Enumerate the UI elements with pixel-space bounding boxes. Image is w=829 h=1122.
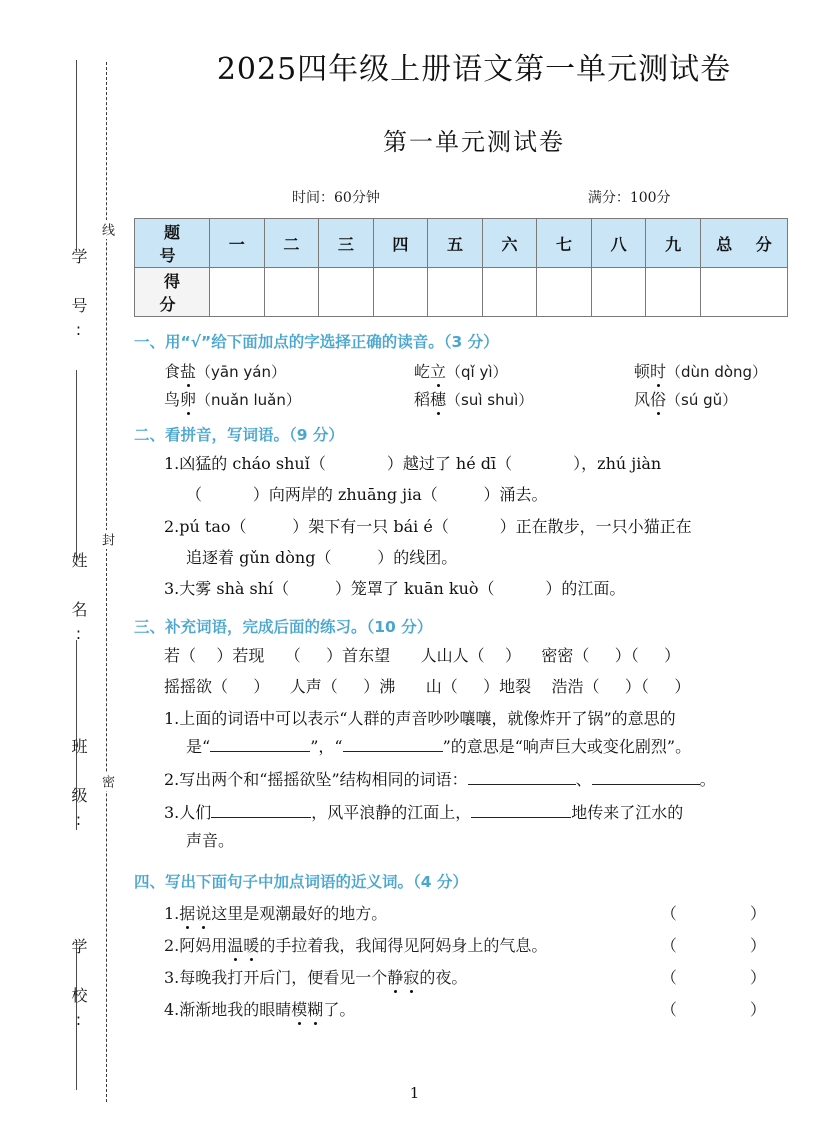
section-3-sub3-line1 bbox=[134, 800, 814, 826]
section-heading-1: 一、用“√”给下面加点的字选择正确的读音。（3 分） bbox=[134, 333, 499, 351]
margin-label-name: 姓 名: bbox=[69, 552, 88, 650]
item-number: 1. bbox=[164, 903, 180, 923]
sentence-rest: 这里是观潮最好的地方。 bbox=[211, 903, 388, 923]
pinyin-word-prefix: 风 bbox=[634, 390, 651, 409]
sentence-rest: 的夜。 bbox=[419, 967, 468, 987]
table-row-header bbox=[135, 219, 788, 268]
dotted-word-char: 模 bbox=[291, 997, 307, 1020]
score-col-4: 四 bbox=[373, 219, 428, 268]
dotted-word-char: 温 bbox=[227, 933, 243, 956]
dotted-char: 时 bbox=[650, 359, 666, 382]
answer-paren[interactable]: （ ） bbox=[660, 903, 800, 923]
sub2-text-a: 2.写出两个和“摇摇欲坠”结构相同的词语： bbox=[164, 770, 468, 789]
score-table bbox=[134, 218, 788, 317]
answer-paren[interactable]: （ ） bbox=[660, 935, 800, 955]
section-3-sub1-line2 bbox=[134, 734, 814, 760]
sentence-text bbox=[164, 901, 387, 924]
score-cell-5[interactable] bbox=[428, 268, 483, 317]
section-4-item-1 bbox=[134, 901, 814, 924]
score-cell-2[interactable] bbox=[264, 268, 319, 317]
pinyin-word-prefix: 稻 bbox=[414, 390, 431, 409]
score-table-row-label: 题 号 bbox=[135, 219, 210, 268]
margin-label-class: 班 级: bbox=[69, 738, 88, 836]
sub2-text-b: 、 bbox=[575, 770, 592, 789]
page-number: 1 bbox=[409, 1084, 420, 1102]
sentence-prefix: 4.渐渐地我的眼睛 bbox=[164, 999, 292, 1019]
sentence-rest: 了。 bbox=[323, 999, 356, 1019]
answer-blank[interactable] bbox=[468, 784, 576, 785]
section-2-q2-line2[interactable]: 追逐着 gǔn dòng（ ）的线团。 bbox=[186, 547, 458, 567]
pinyin-options[interactable]: （suì shuì） bbox=[446, 391, 534, 409]
section-4-item-2 bbox=[134, 933, 814, 956]
answer-blank[interactable] bbox=[471, 817, 571, 818]
dotted-word-char: 糊 bbox=[307, 997, 323, 1020]
answer-blank[interactable] bbox=[343, 751, 443, 752]
section-heading-4: 四、写出下面句子中加点词语的近义词。（4 分） bbox=[134, 872, 468, 891]
sub2-text-c: 。 bbox=[699, 770, 716, 789]
section-3-words-row1[interactable]: 若（ ）若现 （ ）首东望 人山人（ ） 密密（ ）（ ） bbox=[164, 645, 681, 665]
pinyin-options[interactable]: （yān yán） bbox=[196, 363, 286, 381]
margin-label-school: 学 校: bbox=[69, 938, 88, 1036]
score-col-1: 一 bbox=[210, 219, 265, 268]
dotted-char: 俗 bbox=[650, 387, 666, 410]
sentence-prefix: 3.每晚我打开后门，便看见一个 bbox=[164, 967, 388, 987]
pinyin-word-prefix: 屹 bbox=[414, 362, 431, 381]
section-4-item-4 bbox=[134, 997, 814, 1020]
score-col-8: 八 bbox=[591, 219, 646, 268]
seal-margin bbox=[0, 0, 130, 1122]
score-col-2: 二 bbox=[264, 219, 319, 268]
pinyin-item bbox=[634, 387, 829, 410]
sentence-prefix: 2.阿妈用 bbox=[164, 935, 228, 955]
score-col-3: 三 bbox=[319, 219, 374, 268]
score-cell-1[interactable] bbox=[210, 268, 265, 317]
score-col-5: 五 bbox=[428, 219, 483, 268]
seal-mark-mi: 密 bbox=[98, 772, 116, 791]
dotted-word-char: 暖 bbox=[243, 933, 259, 956]
sub1-text-a: 是“ bbox=[186, 737, 211, 757]
score-cell-8[interactable] bbox=[591, 268, 646, 317]
pinyin-options[interactable]: （sú gǔ） bbox=[666, 391, 738, 409]
sentence-rest: 的手拉着我，我闻得见阿妈身上的气息。 bbox=[259, 935, 548, 955]
dotted-word-char: 静 bbox=[387, 965, 403, 988]
seal-dashed-line bbox=[106, 62, 107, 1102]
margin-label-student-id: 学 号: bbox=[69, 248, 88, 346]
section-2-q3-line1[interactable]: 3.大雾 shà shí（ ）笼罩了 kuān kuò（ ）的江面。 bbox=[164, 579, 626, 599]
sub3-text-c: 地传来了江水的 bbox=[571, 802, 684, 822]
section-2-q1-line1[interactable]: 1.凶猛的 cháo shuǐ（ ）越过了 hé dī（ ），zhú jiàn bbox=[164, 454, 662, 473]
table-row-scores bbox=[135, 268, 788, 317]
dotted-char: 卵 bbox=[180, 387, 196, 410]
section-2-q1-line2[interactable]: （ ）向两岸的 zhuāng jia（ ）涌去。 bbox=[186, 485, 548, 505]
dotted-word-char: 据 bbox=[179, 901, 195, 924]
pinyin-item bbox=[164, 359, 414, 382]
score-col-6: 六 bbox=[482, 219, 537, 268]
answer-paren[interactable]: （ ） bbox=[660, 967, 800, 987]
section-4-item-3 bbox=[134, 965, 814, 988]
section-3-words-row2[interactable]: 摇摇欲（ ） 人声（ ）沸 山（ ）地裂 浩浩（ ）（ ） bbox=[164, 676, 691, 696]
section-heading-2: 二、看拼音，写词语。（9 分） bbox=[134, 426, 344, 444]
pinyin-item bbox=[164, 387, 414, 410]
section-3-sub2 bbox=[134, 767, 814, 793]
score-cell-6[interactable] bbox=[482, 268, 537, 317]
score-cell-9[interactable] bbox=[646, 268, 701, 317]
score-cell-7[interactable] bbox=[537, 268, 592, 317]
seal-mark-xian: 线 bbox=[98, 220, 116, 239]
pinyin-item bbox=[414, 359, 634, 382]
answer-blank[interactable] bbox=[210, 751, 310, 752]
dotted-char: 盐 bbox=[180, 359, 196, 382]
exam-time: 时间：60分钟 bbox=[292, 190, 380, 206]
pinyin-options[interactable]: （dùn dòng） bbox=[666, 363, 768, 381]
sub3-text-b: ，风平浪静的江面上， bbox=[311, 802, 472, 822]
pinyin-word-prefix: 食 bbox=[164, 362, 181, 381]
dotted-word-char: 说 bbox=[195, 901, 211, 924]
seal-mark-feng: 封 bbox=[98, 530, 116, 549]
pinyin-options[interactable]: （qǐ yì） bbox=[446, 363, 508, 381]
score-cell-4[interactable] bbox=[373, 268, 428, 317]
section-1-items bbox=[134, 359, 814, 410]
margin-rule-2 bbox=[76, 370, 77, 560]
score-col-total: 总 分 bbox=[701, 219, 788, 268]
section-3-sub3-line2: 声音。 bbox=[186, 830, 235, 850]
section-2-q2-line1[interactable]: 2.pú tao（ ）架下有一只 bái é（ ）正在散步，一只小猫正在 bbox=[164, 516, 692, 536]
pinyin-options[interactable]: （nuǎn luǎn） bbox=[196, 391, 301, 409]
margin-rule-1 bbox=[76, 60, 77, 250]
dotted-word-char: 寂 bbox=[403, 965, 419, 988]
sentence-text bbox=[164, 933, 547, 956]
exam-meta bbox=[134, 187, 814, 207]
paper-content bbox=[134, 0, 814, 1122]
sub3-text-a: 3.人们 bbox=[164, 802, 212, 822]
score-col-7: 七 bbox=[537, 219, 592, 268]
score-cell-total[interactable] bbox=[701, 268, 788, 317]
answer-blank[interactable] bbox=[211, 817, 311, 818]
dotted-char: 穗 bbox=[430, 387, 446, 410]
section-heading-3: 三、补充词语，完成后面的练习。（10 分） bbox=[134, 617, 433, 636]
score-cell-3[interactable] bbox=[319, 268, 374, 317]
pinyin-item bbox=[414, 387, 634, 410]
score-table-points-label: 得 分 bbox=[135, 268, 210, 317]
pinyin-word-prefix: 顿 bbox=[634, 362, 651, 381]
page-title: 2025四年级上册语文第一单元测试卷 bbox=[216, 52, 732, 87]
paper-subtitle: 第一单元测试卷 bbox=[383, 128, 565, 156]
score-col-9: 九 bbox=[646, 219, 701, 268]
dotted-char: 立 bbox=[430, 359, 446, 382]
answer-paren[interactable]: （ ） bbox=[660, 999, 800, 1019]
sentence-text bbox=[164, 997, 355, 1020]
exam-full-score: 满分：100分 bbox=[587, 190, 671, 206]
sub1-text-c: ”的意思是“响声巨大或变化剧烈”。 bbox=[442, 737, 692, 757]
sentence-text bbox=[164, 965, 467, 988]
sub1-text-b: ”，“ bbox=[310, 737, 343, 757]
pinyin-item bbox=[634, 359, 829, 382]
pinyin-word-prefix: 鸟 bbox=[164, 390, 181, 409]
section-3-sub1-line1: 1.上面的词语中可以表示“人群的声音吵吵嚷嚷，就像炸开了锅”的意思的 bbox=[164, 709, 676, 729]
answer-blank[interactable] bbox=[592, 784, 700, 785]
